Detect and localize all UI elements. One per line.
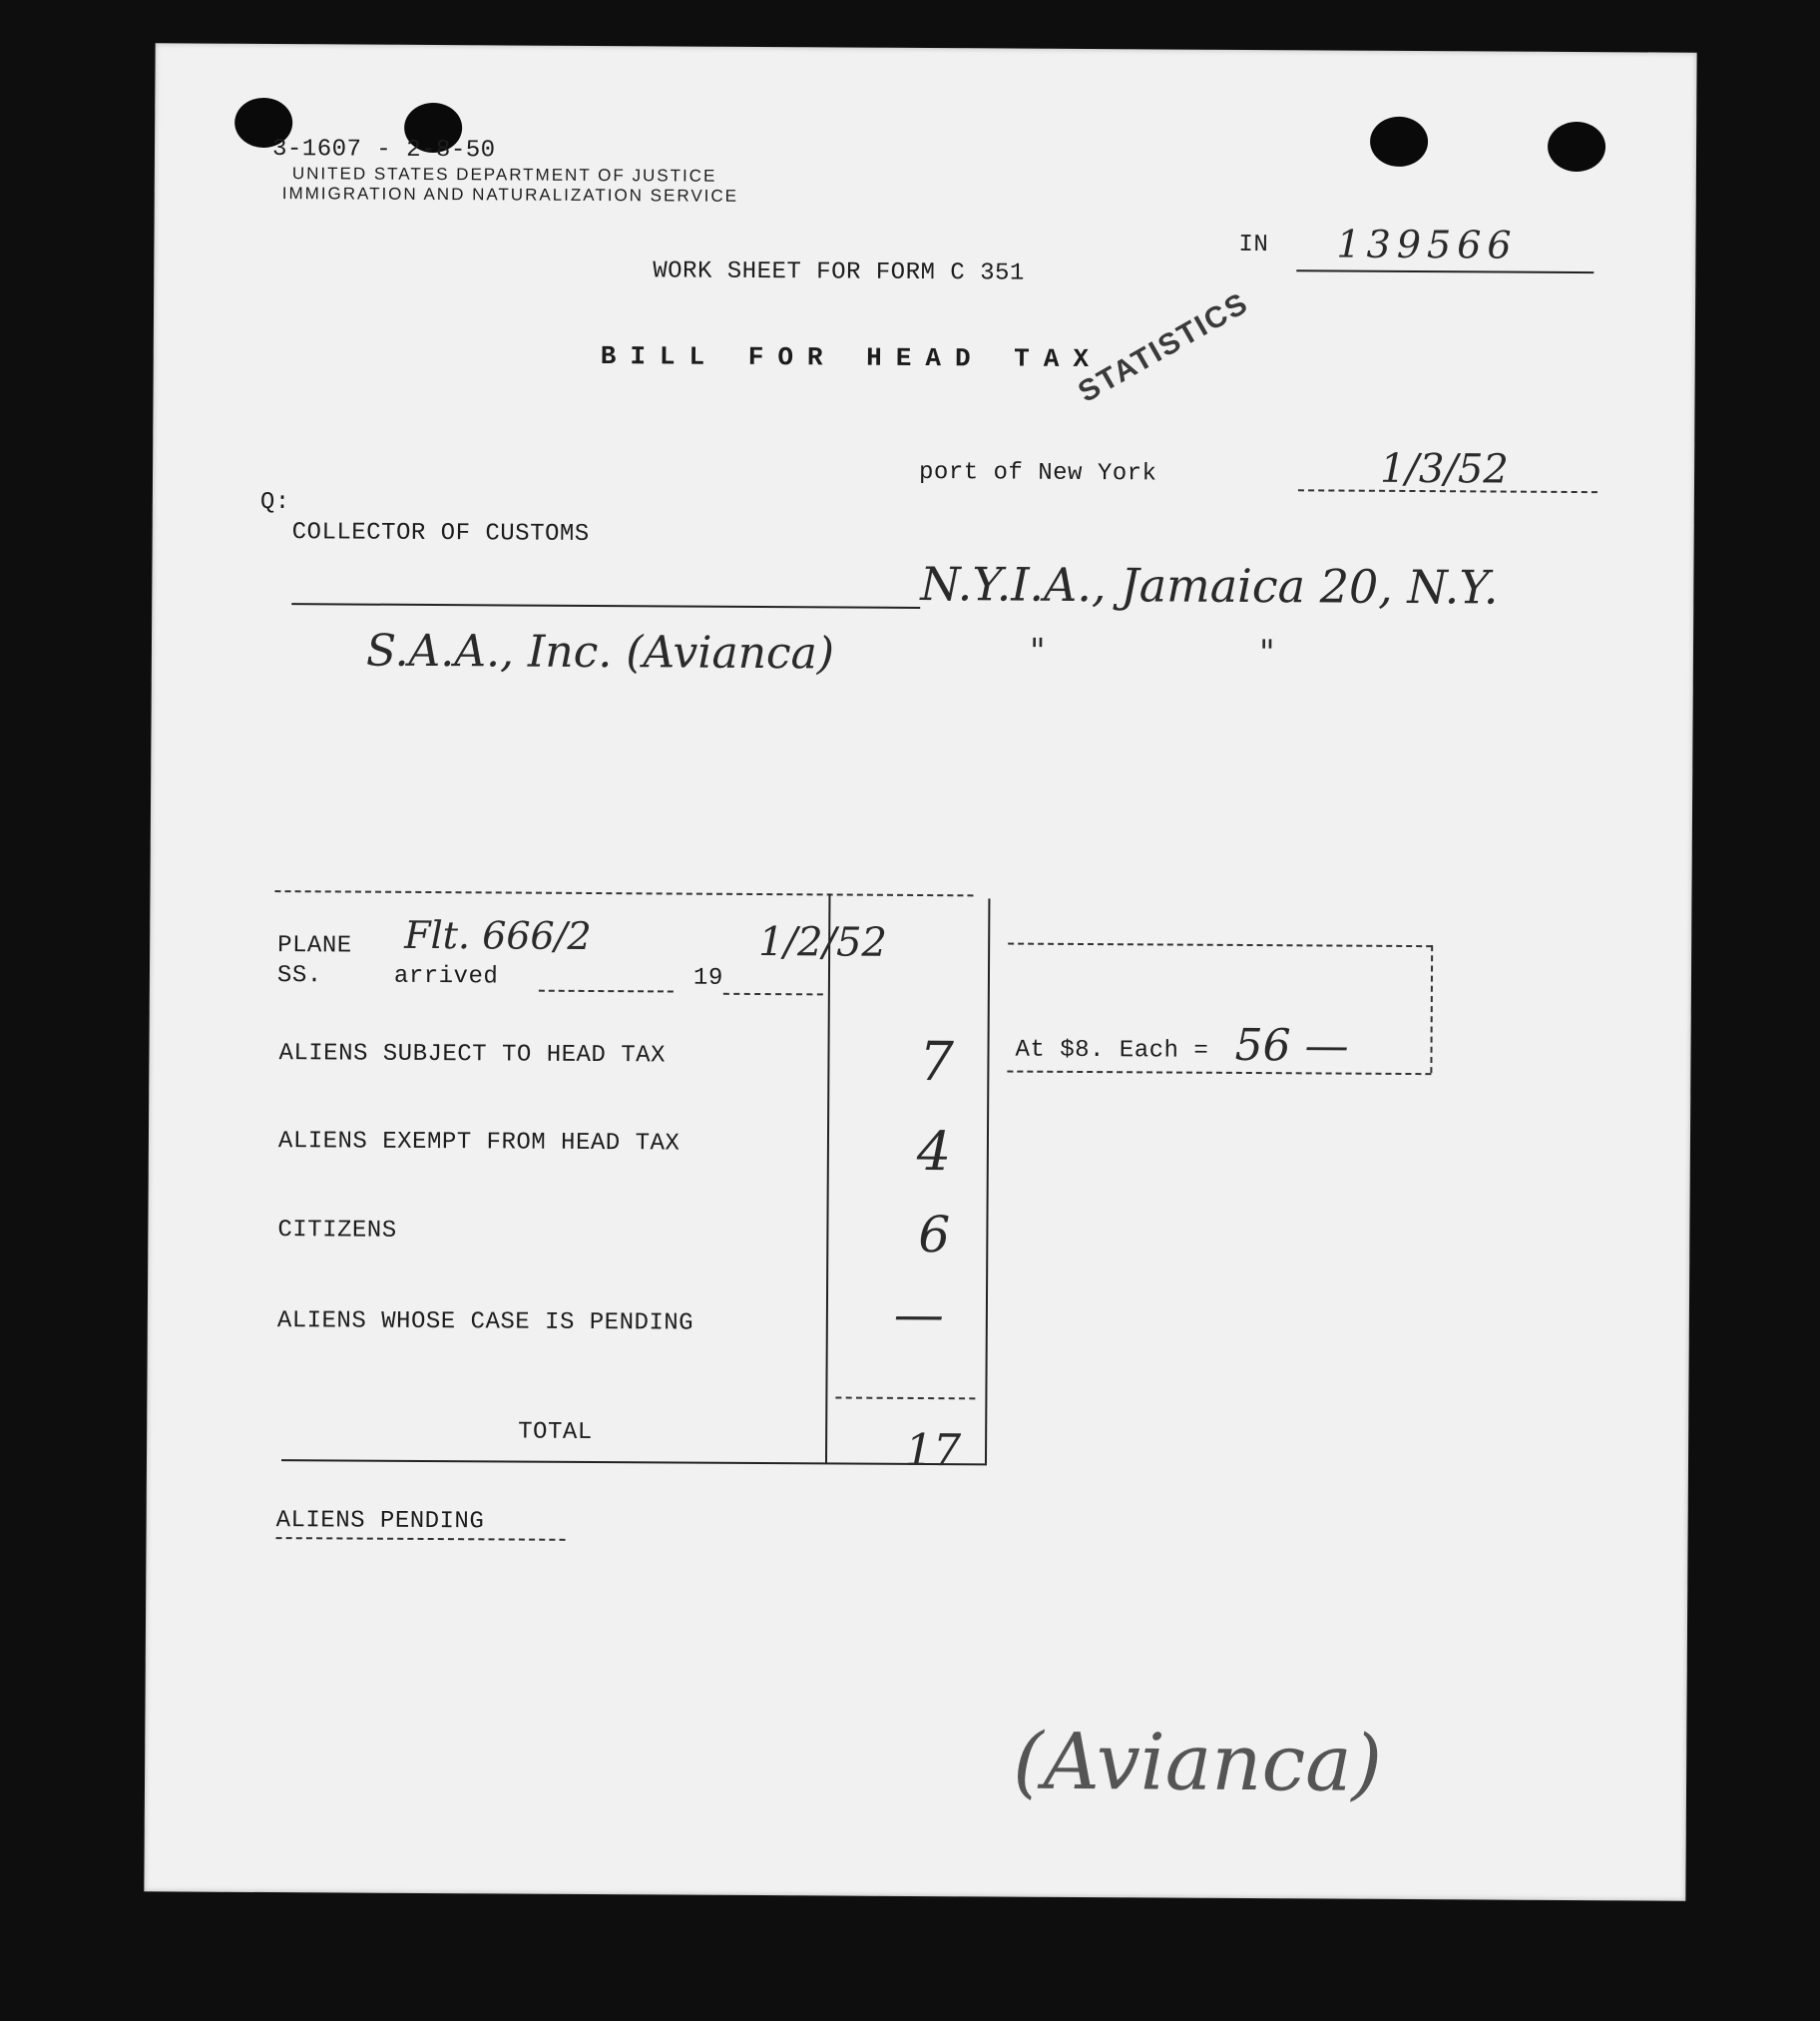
row-label-exempt: ALIENS EXEMPT FROM HEAD TAX <box>277 1128 681 1158</box>
arrival-date: 1/2/52 <box>758 919 888 966</box>
row-value-subject: 7 <box>919 1029 955 1094</box>
table-bottom-border <box>281 1459 987 1465</box>
port-date: 1/3/52 <box>1379 445 1509 493</box>
form-code: 3-1607 - 2-8-50 <box>271 136 496 165</box>
plane-label: PLANE <box>277 932 352 960</box>
total-rule <box>835 1396 975 1399</box>
ss-label: SS. <box>276 962 322 990</box>
punch-hole <box>1370 117 1428 167</box>
aliens-pending-line <box>276 1537 566 1541</box>
charge-label: At $8. Each = <box>1015 1036 1209 1065</box>
handwritten-address: N.Y.I.A., Jamaica 20, N.Y. <box>920 556 1499 615</box>
document-page <box>144 43 1696 1900</box>
in-label: IN <box>1238 231 1269 259</box>
table-right-border <box>985 898 990 1463</box>
charge-box-right <box>1430 945 1433 1073</box>
total-value: 17 <box>904 1424 962 1477</box>
aliens-pending-label: ALIENS PENDING <box>275 1507 485 1536</box>
statistics-stamp: STATISTICS <box>1073 285 1255 409</box>
service-name: IMMIGRATION AND NATURALIZATION SERVICE <box>281 184 739 206</box>
year-prefix: 19 <box>692 964 723 992</box>
address-line <box>291 603 920 609</box>
to-label: Q: <box>259 488 290 517</box>
arrived-blank-line <box>539 990 674 993</box>
port-label: port of New York <box>918 458 1157 488</box>
worksheet-title: WORK SHEET FOR FORM C 351 <box>653 257 1025 287</box>
row-value-citizens: 6 <box>918 1205 951 1264</box>
handwritten-footer-note: (Avianca) <box>1012 1717 1383 1809</box>
total-label: TOTAL <box>518 1418 593 1446</box>
ditto-mark: " <box>1029 631 1046 672</box>
port-date-line <box>1298 489 1597 493</box>
ditto-mark: " <box>1258 633 1275 674</box>
table-top-border <box>274 890 973 896</box>
year-blank-line <box>723 993 823 996</box>
flight-number: Flt. 666/2 <box>404 912 592 958</box>
row-label-subject: ALIENS SUBJECT TO HEAD TAX <box>278 1040 667 1070</box>
column-divider <box>825 893 830 1462</box>
row-label-pending: ALIENS WHOSE CASE IS PENDING <box>276 1307 694 1337</box>
handwritten-carrier: S.A.A., Inc. (Avianca) <box>365 625 835 680</box>
row-value-exempt: 4 <box>916 1119 952 1184</box>
charge-box-top <box>1008 943 1432 948</box>
row-value-pending: — <box>893 1284 945 1344</box>
collector-label: COLLECTOR OF CUSTOMS <box>291 519 590 548</box>
department-name: UNITED STATES DEPARTMENT OF JUSTICE <box>291 164 717 186</box>
in-number-line <box>1296 269 1593 273</box>
charge-amount: 56 — <box>1234 1019 1349 1072</box>
in-number: 139566 <box>1336 222 1518 267</box>
punch-hole <box>1548 122 1605 172</box>
bill-title: BILL FOR HEAD TAX <box>600 341 1104 375</box>
arrived-label: arrived <box>393 962 499 991</box>
charge-box-bottom <box>1007 1071 1431 1076</box>
row-label-citizens: CITIZENS <box>277 1217 397 1245</box>
